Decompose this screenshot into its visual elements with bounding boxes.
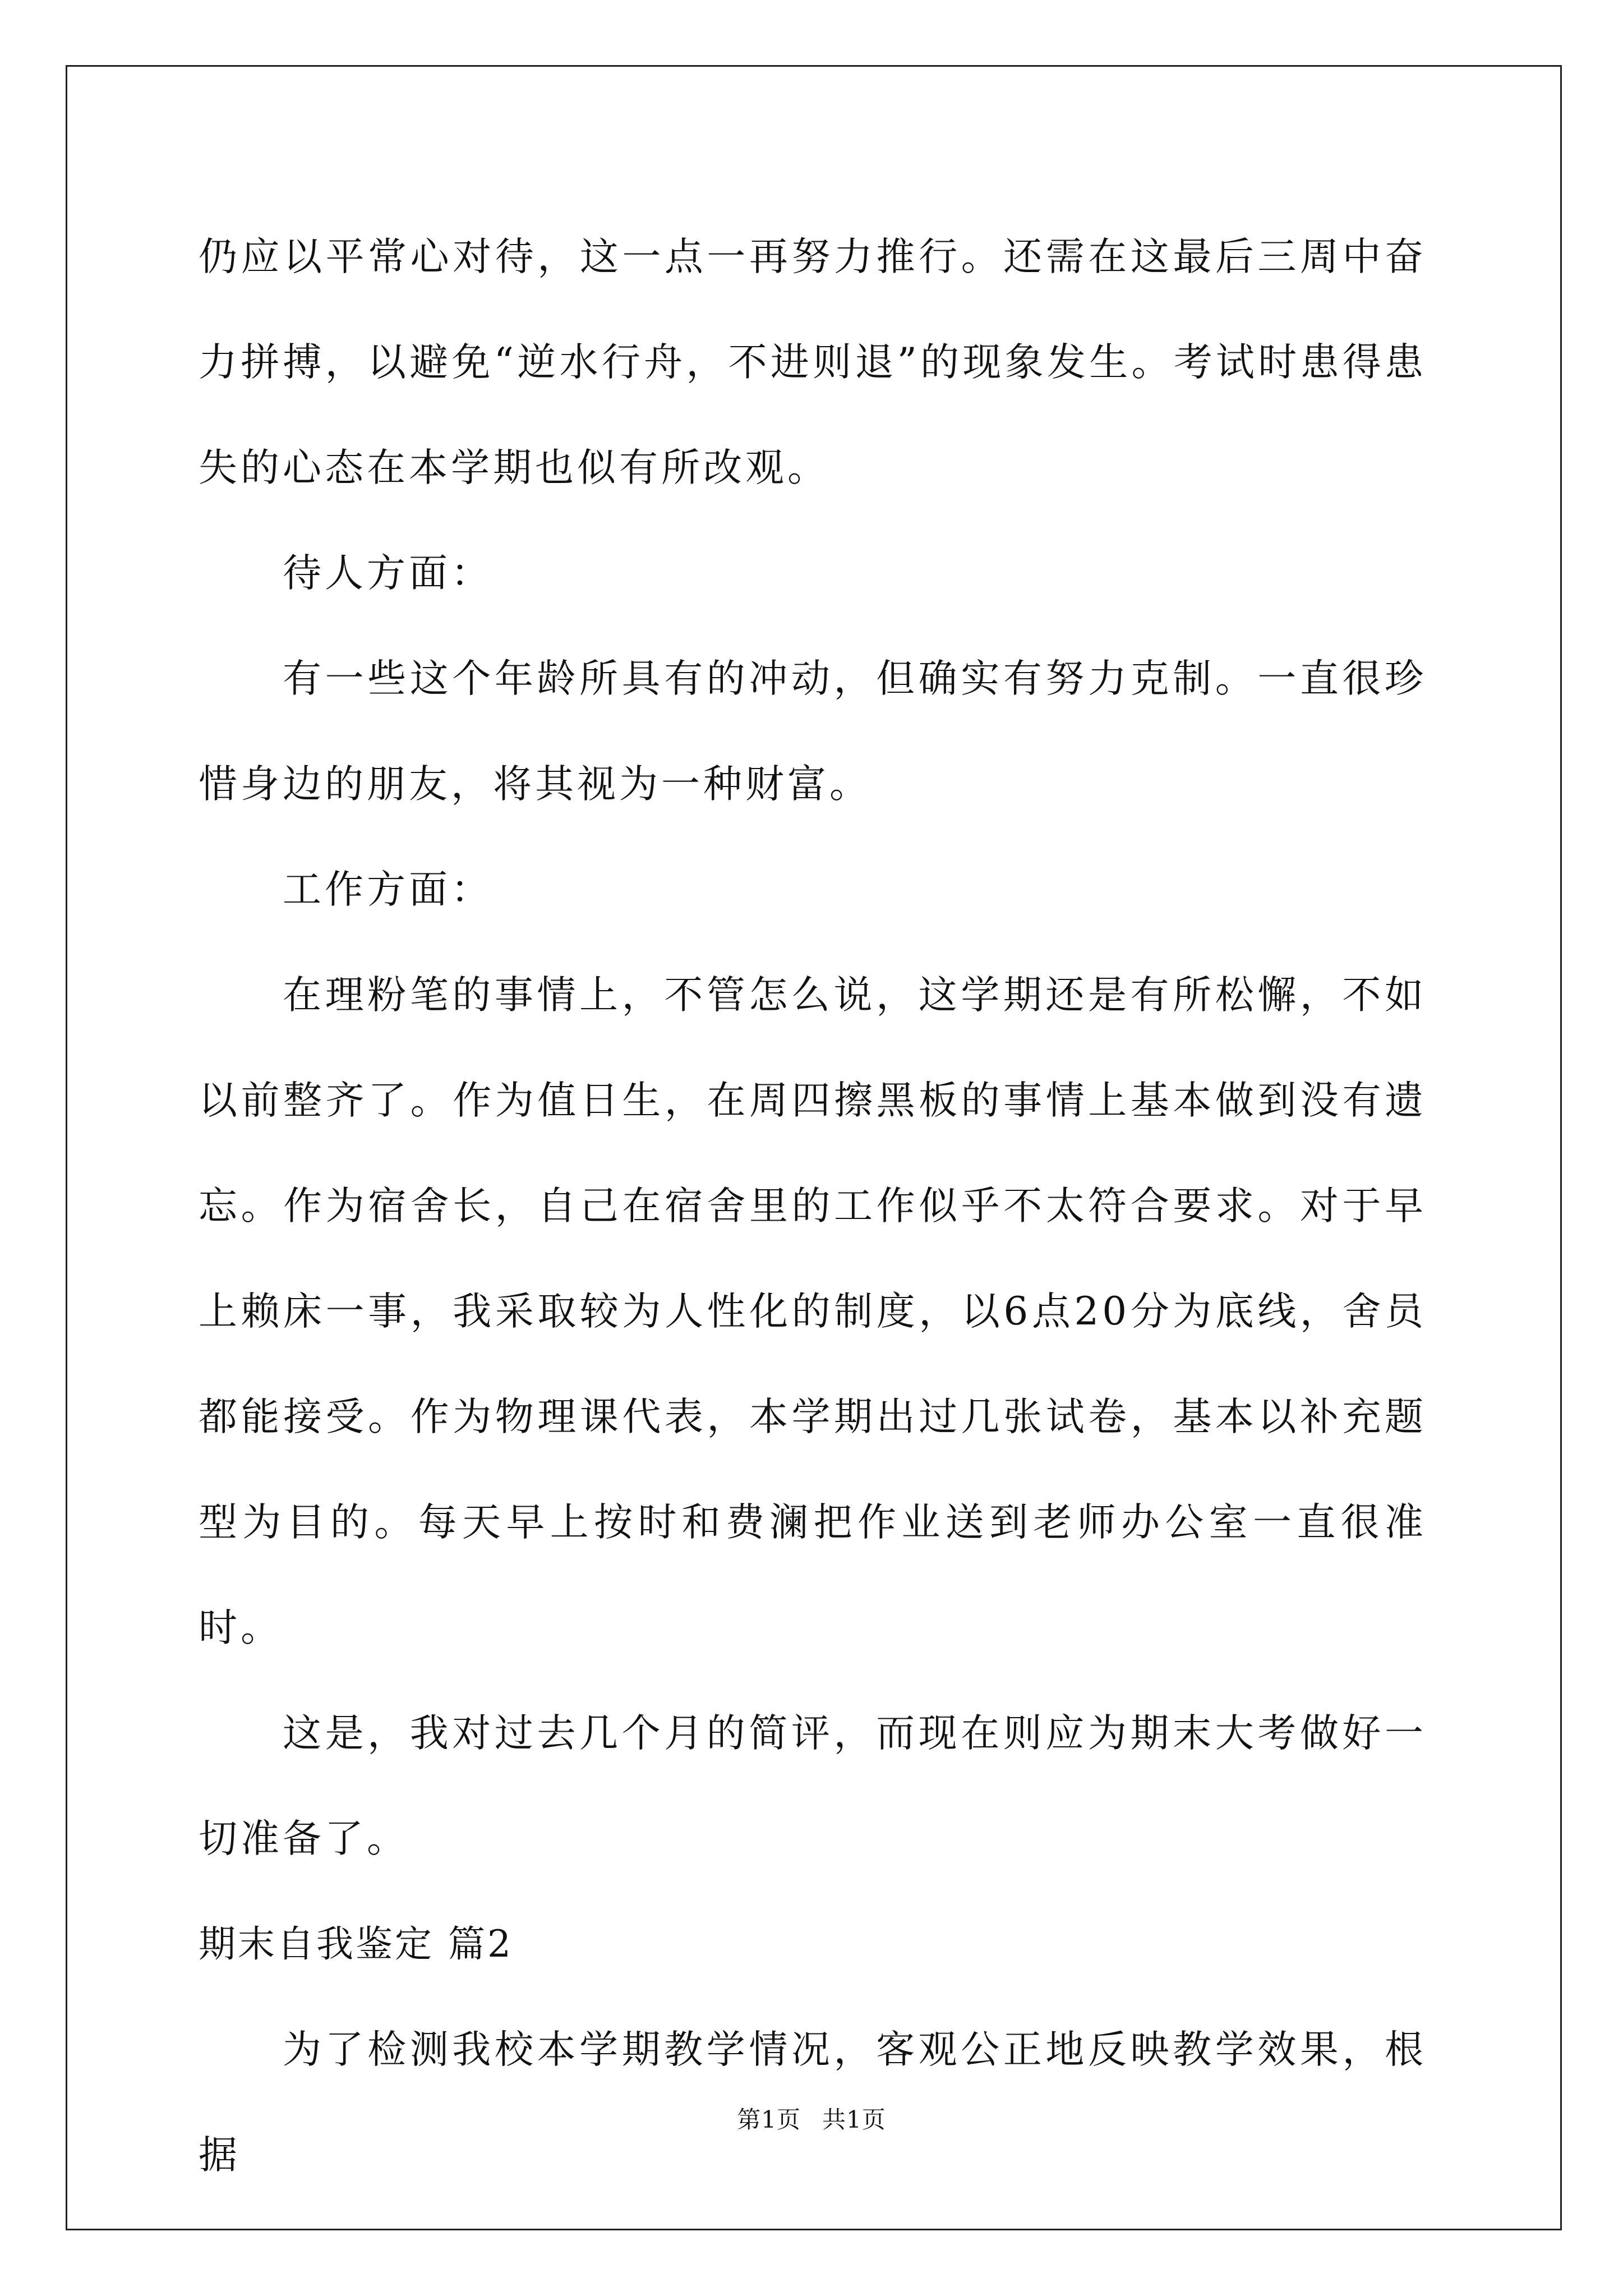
paragraph-treating-people: 有一些这个年龄所具有的冲动，但确实有努力克制。一直很珍惜身边的朋友，将其视为一种财富。 bbox=[199, 656, 1427, 807]
paragraph-work-heading: 工作方面： bbox=[283, 867, 493, 912]
page-total: 共1页 bbox=[822, 2106, 886, 2133]
page-number: 第1页 bbox=[737, 2106, 801, 2133]
page-footer bbox=[0, 2106, 1623, 2134]
document-body bbox=[199, 204, 1427, 2208]
paragraph-work: 在理粉笔的事情上，不管怎么说，这学期还是有所松懈，不如以前整齐了。作为值日生，在周四擦黑板的事情上基本做到没有遗忘。作为宿舍长，自己在宿舍里的工作似乎不太符合要求。对于早上赖床一事，我采取较为人性化的制度，以6点20分为底线，舍员都能接受。作为物理课代表，本学期出过几张试卷，基本以补充题型为目的。每天早上按时和费澜把作业送到老师办公室一直很准时。 bbox=[199, 973, 1427, 1650]
section-heading: 期末自我鉴定 篇2 bbox=[199, 1922, 513, 1966]
section-paragraph: 为了检测我校本学期教学情况，客观公正地反映教学效果，根据 bbox=[199, 2027, 1427, 2178]
paragraph-treating-people-heading: 待人方面： bbox=[283, 551, 493, 596]
paragraph-summary: 这是，我对过去几个月的简评，而现在则应为期末大考做好一切准备了。 bbox=[199, 1711, 1427, 1861]
paragraph-1: 仍应以平常心对待，这一点一再努力推行。还需在这最后三周中奋力拼搏，以避免“逆水行舟，不进则退”的现象发生。考试时患得患失的心态在本学期也似有所改观。 bbox=[199, 234, 1427, 490]
